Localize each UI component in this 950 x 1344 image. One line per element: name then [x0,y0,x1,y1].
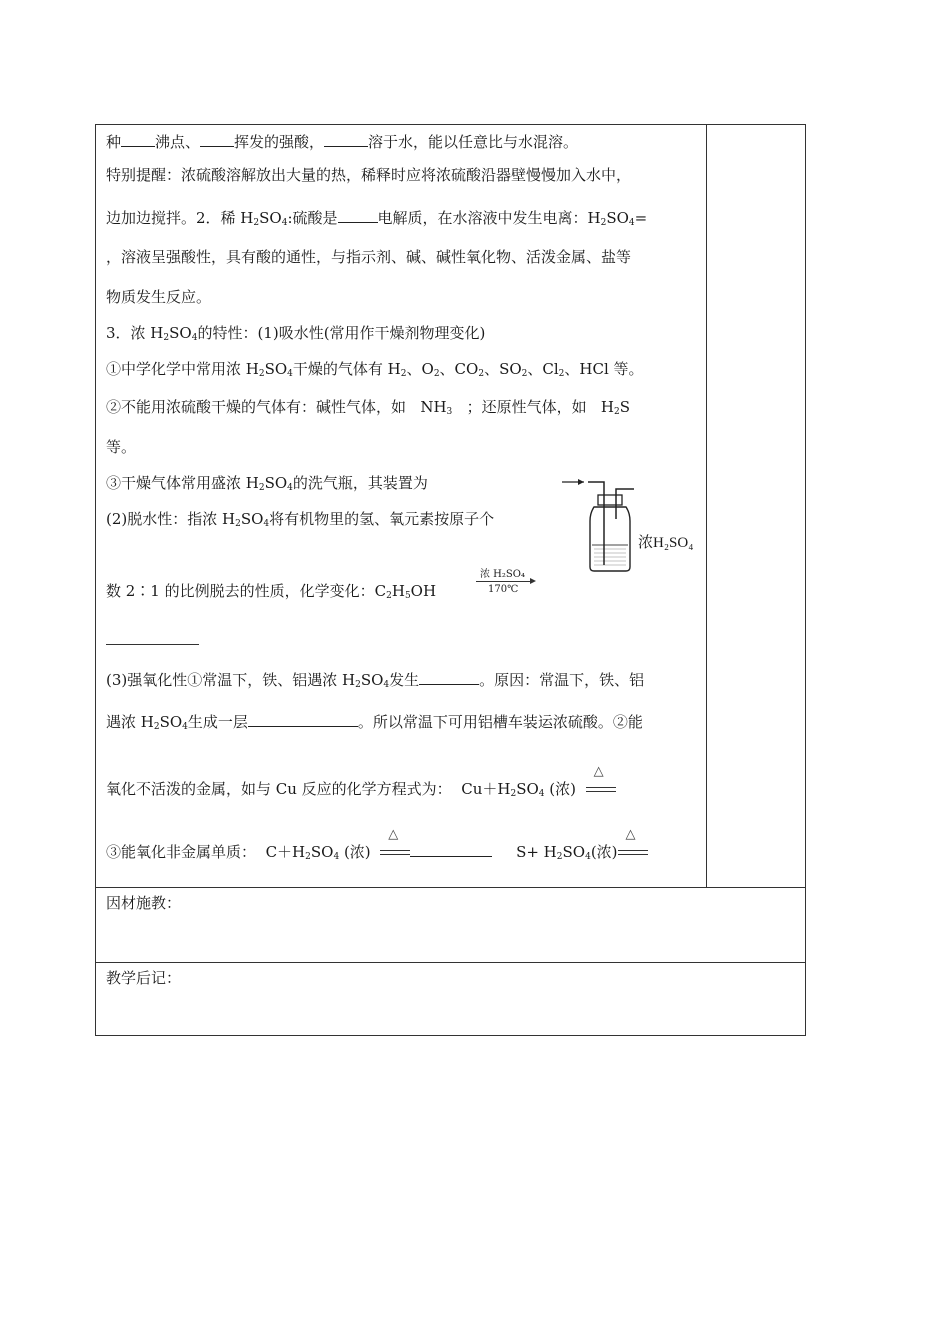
reaction-arrow [476,565,538,599]
line-react: 物质发生反应。 [106,288,212,306]
heat-equals-icon: △ [380,843,410,863]
wash-bottle-icon [554,465,706,575]
line-acid: ，溶液呈强酸性，具有酸的通性，与指示剂、碱、碱性氧化物、活泼金属、盐等 [106,248,632,266]
answer-blank [106,644,199,645]
heat-equals-icon: △ [618,843,648,863]
condition-catalyst: 浓 H₂SO₄ [480,569,525,580]
bottle-label: 浓H₂SO₄ [638,535,694,551]
row-divider [96,887,805,888]
line-oxidize: (3)强氧化性①常温下，铁、铝遇浓 $H_2SO_4$发生 。原因：常温下，铁、铝 [106,671,645,690]
line-copper: 氧化不活泼的金属，如与 Cu 反应的化学方程式为： $Cu+H_2SO_4$ (浓) △ [106,779,616,800]
heat-equals-icon: △ [586,780,616,800]
line-concentrated: 3．浓 $H_2SO_4$的特性：(1)吸水性(常用作干燥剂物理变化) [106,324,486,343]
section-teaching-notes: 教学后记： [106,969,182,987]
line-wash-bottle: ③干燥气体常用盛浓 $H_2SO_4$的洗气瓶，其装置为 [106,474,428,493]
wash-bottle-diagram [554,465,706,575]
section-adapt-teaching: 因材施教： [106,894,182,912]
line-ratio: 数 2∶1 的比例脱去的性质，化学变化：$C_2H_5OH$ [106,582,437,601]
line-properties: 种 沸点、 挥发的强酸， 溶于水，能以任意比与水混溶。 [106,133,579,151]
line-etc: 等。 [106,438,137,456]
lesson-table [95,124,806,1036]
line-dry-gases: ①中学化学中常用浓 $H_2SO_4$干燥的气体有 $H_2$、$O_2$、$CO_2$、$SO_2$、$Cl_2$、HCl 等。 [106,360,644,379]
condition-temperature: 170℃ [488,584,519,595]
line-nonmetal: ③能氧化非金属单质： $C+H_2SO_4$ (浓) △ $S+ H_2SO_4$(浓) △ [106,841,648,863]
line-dilute: 边加边搅拌。2．稀 $H_2SO_4$:硫酸是 电解质，在水溶液中发生电离：$H_2SO_4=$ [106,209,648,228]
line-tip: 特别提醒：浓硫酸溶解放出大量的热，稀释时应将浓硫酸沿器壁慢慢加入水中， [106,166,632,184]
line-not-dry: ②不能用浓硫酸干燥的气体有：碱性气体，如 $NH_3$ ；还原性气体，如 $H_2S$ [106,398,631,417]
line-passivate: 遇浓 $H_2SO_4$生成一层 。所以常温下可用铝槽车装运浓硫酸。②能 [106,713,643,732]
column-divider [706,125,707,887]
row-divider [96,962,805,963]
line-dehydrate: (2)脱水性：指浓 $H_2SO_4$将有机物里的氢、氧元素按原子个 [106,510,495,529]
